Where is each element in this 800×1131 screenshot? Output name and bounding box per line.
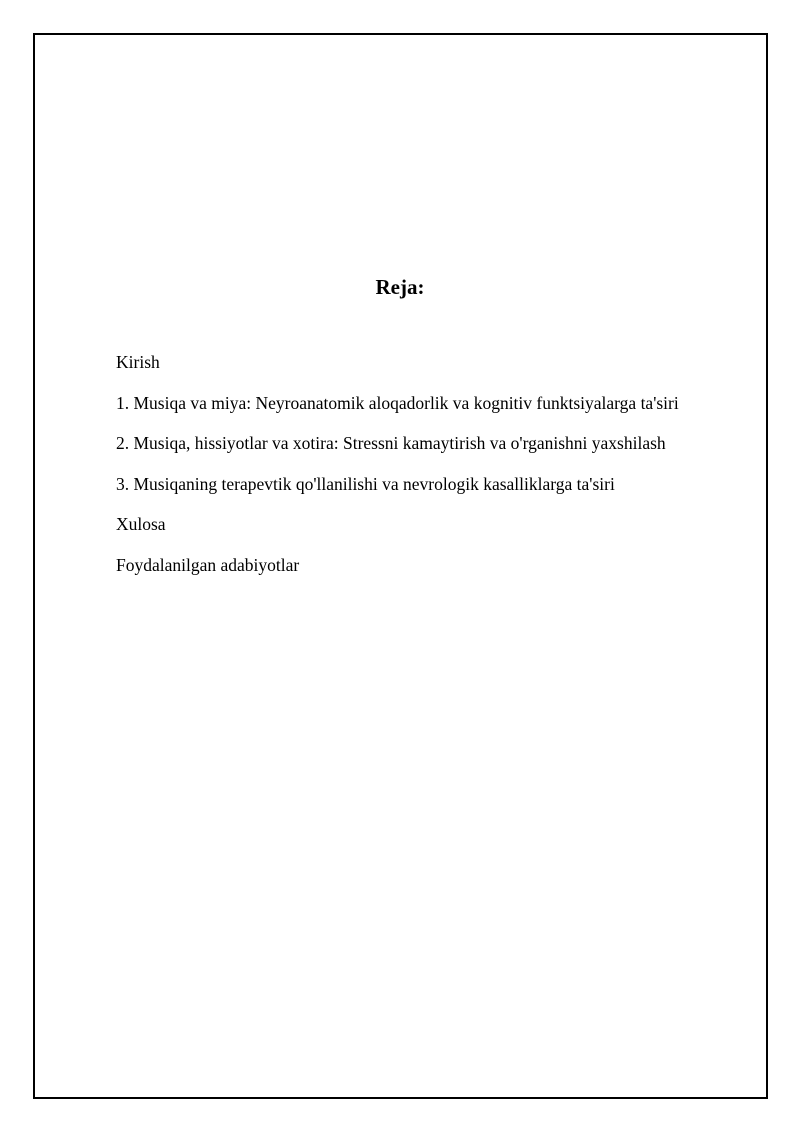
plan-item-conclusion: Xulosa (116, 514, 166, 534)
plan-item-1: 1. Musiqa va miya: Neyroanatomik aloqadorlik va kognitiv funktsiyalarga ta'siri (116, 392, 679, 413)
plan-item-2: 2. Musiqa, hissiyotlar va xotira: Stressni kamaytirish va o'rganishni yaxshilash (116, 433, 666, 453)
plan-item-references: Foydalanilgan adabiyotlar (116, 554, 300, 575)
plan-list (116, 350, 679, 593)
plan-title: Reja: (375, 275, 425, 299)
plan-item-3: 3. Musiqaning terapevtik qo'llanilishi va nevrologik kasalliklarga ta'siri (116, 473, 615, 494)
plan-item-introduction: Kirish (116, 352, 160, 372)
